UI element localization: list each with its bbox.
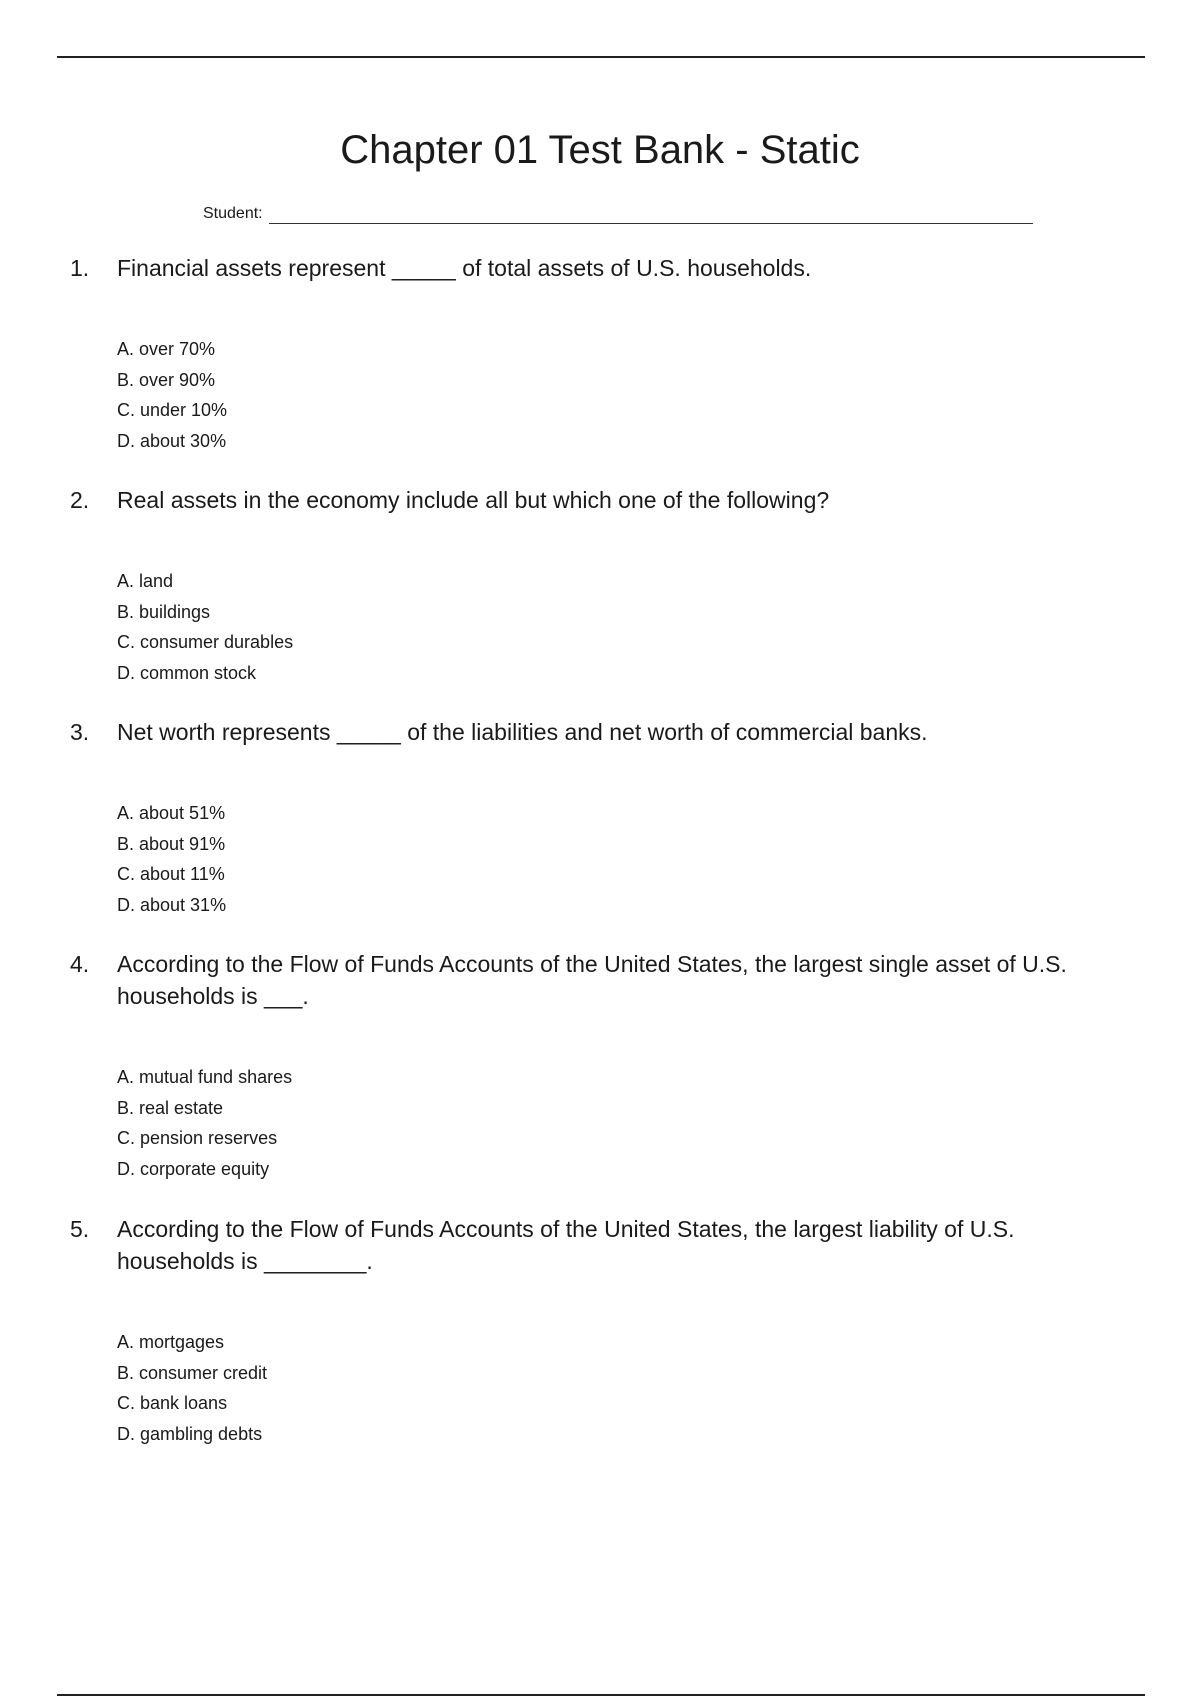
answer-option: C. under 10% [117,400,228,420]
question-text: Financial assets represent _____ of total assets of U.S. households. [117,255,812,281]
question-text: Net worth represents _____ of the liabilities and net worth of commercial banks. [117,719,928,745]
student-name-line[interactable] [269,205,1033,224]
answer-option: B. over 90% [117,369,216,390]
question-number: 4. [70,951,90,977]
question-text: Real assets in the economy include all but which one of the following? [117,487,830,513]
answer-option: A. mutual fund shares [117,1067,293,1087]
answer-option: D. gambling debts [117,1423,263,1444]
answer-option: C. pension reserves [117,1128,278,1148]
question-number: 1. [70,255,90,281]
question-text: According to the Flow of Funds Accounts of the United States, the largest liability of U.S. households is ________. [117,1216,1015,1274]
answer-option: D. common stock [117,662,257,683]
answer-option: C. about 11% [117,864,225,884]
answer-option: B. real estate [117,1097,224,1118]
answer-option: C. consumer durables [117,632,294,652]
answer-option: C. bank loans [117,1393,228,1413]
answer-option: A. mortgages [117,1332,225,1352]
answer-options [117,566,1130,688]
student-label: Student: [203,205,263,222]
answer-option: B. buildings [117,601,211,622]
answer-option: B. consumer credit [117,1362,268,1383]
answer-options [117,334,1130,456]
answer-option: A. land [117,571,174,591]
question-number: 3. [70,719,90,745]
question-3 [70,716,1130,948]
bottom-rule [57,1694,1145,1696]
question-number: 5. [70,1216,90,1242]
answer-option: D. about 31% [117,894,227,915]
question-1 [70,252,1130,484]
question-list [70,252,1130,1478]
question-number: 2. [70,487,90,513]
answer-options [117,1327,1130,1449]
page-title: Chapter 01 Test Bank - Static [340,128,860,172]
answer-option: A. over 70% [117,339,216,359]
answer-options [117,798,1130,920]
top-rule [57,56,1145,58]
question-4 [70,948,1130,1213]
answer-option: D. about 30% [117,430,227,451]
student-field [203,204,1033,224]
answer-option: D. corporate equity [117,1158,270,1179]
question-text: According to the Flow of Funds Accounts of the United States, the largest single asset of U.S. households is ___. [117,951,1067,1009]
answer-option: A. about 51% [117,803,226,823]
answer-option: B. about 91% [117,833,226,854]
question-2 [70,484,1130,716]
answer-options [117,1062,1130,1184]
question-5 [70,1213,1130,1478]
